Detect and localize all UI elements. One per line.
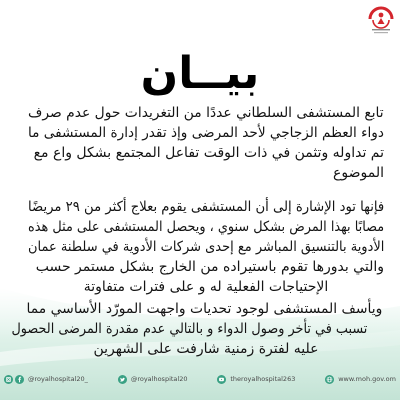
text-line: والتي بدورها تقوم باستيراده من الخارج بشكل مستمر حسب — [35, 259, 384, 275]
text-line-container — [28, 123, 384, 143]
youtube-handle[interactable]: theroyalhospital263 — [230, 375, 296, 383]
text-line-container — [28, 103, 384, 123]
text-line: ويأسف المستشفى لوجود تحديات واجهت المورّد الأساسي مما — [26, 301, 383, 317]
royal-hospital-logo — [364, 2, 398, 36]
text-line: دواء العظم الزجاجي لأحد المرضى وإذ تقدر إدارة المستشفى ما — [28, 125, 384, 141]
text-line: الأدوية بالتنسيق المباشر مع إحدى شركات الأدوية في سلطنة عمان — [27, 239, 384, 255]
text-line: تابع المستشفى السلطاني عددًا من التغريدات حول عدم صرف — [28, 105, 384, 121]
text-line-container — [28, 143, 384, 163]
globe-icon[interactable] — [325, 375, 334, 384]
text-line: عليه لفترة زمنية شارفت على الشهرين — [93, 341, 319, 357]
text-line-container — [28, 197, 384, 217]
twitter-icon[interactable] — [118, 375, 127, 384]
text-line: الإحتياجات الفعلية له و على فترات متفاوتة — [83, 279, 329, 295]
text-line: مصابًا بهذا المرض بشكل سنوي ، ويحصل المستشفى على مثل هذه — [27, 219, 384, 235]
text-line-container — [28, 299, 384, 319]
instagram-handle[interactable]: @royalhospital20_ — [28, 375, 88, 383]
text-line-container — [28, 339, 384, 359]
instagram-icon[interactable] — [4, 375, 13, 384]
text-line-container — [28, 163, 384, 183]
twitter-handle[interactable]: @royalhospital20 — [130, 375, 188, 383]
text-line-container — [28, 257, 384, 277]
footer-website[interactable] — [325, 375, 396, 384]
text-line-container — [11, 319, 384, 339]
footer-youtube[interactable] — [217, 375, 295, 384]
text-line: فإنها تود الإشارة إلى أن المستشفى يقوم بعلاج أكثر من ٢٩ مريضًا — [27, 199, 384, 215]
footer-twitter[interactable] — [118, 375, 188, 384]
youtube-icon[interactable] — [217, 375, 226, 384]
text-line-container — [28, 277, 384, 297]
website-url[interactable]: www.moh.gov.om — [338, 375, 396, 383]
text-line: الموضوع — [333, 165, 384, 181]
text-line-container — [28, 217, 384, 237]
text-line: تم تداوله وتثمن في ذات الوقت تفاعل المجتمع بشكل واع مع — [33, 145, 384, 161]
text-line-container — [28, 237, 384, 257]
statement-title: بيــان — [140, 48, 260, 99]
social-footer — [4, 371, 396, 387]
footer-instagram-facebook[interactable] — [4, 375, 88, 384]
text-line: تسبب في تأخر وصول الدواء و بالتالي عدم مقدرة المرضى الحصول — [11, 321, 368, 337]
facebook-icon[interactable] — [15, 375, 24, 384]
